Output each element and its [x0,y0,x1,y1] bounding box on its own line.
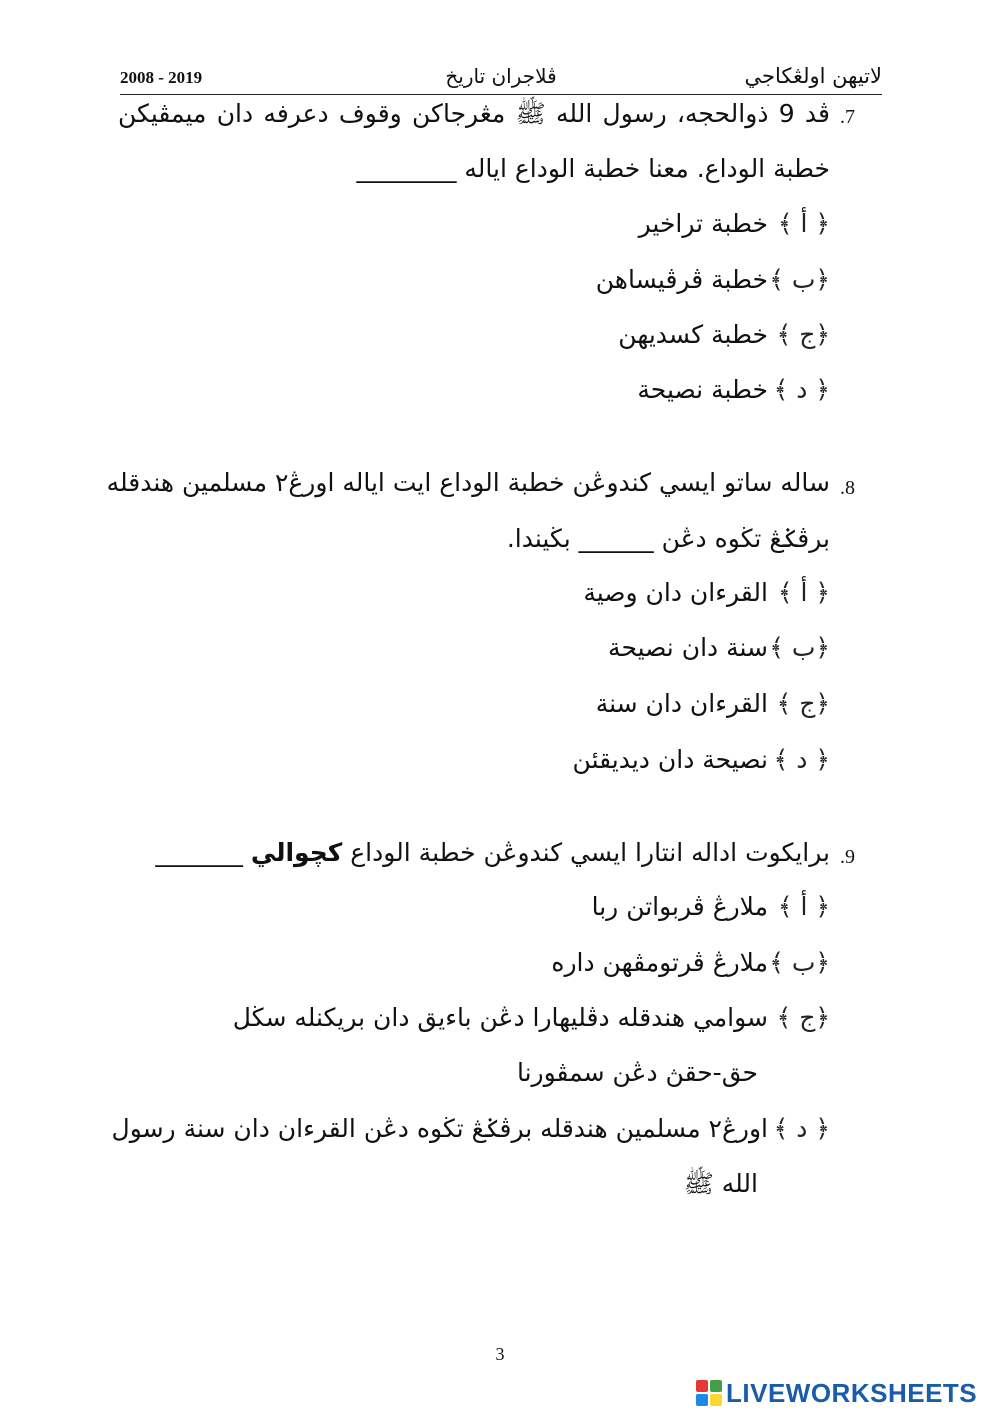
option-b[interactable] [596,265,830,294]
option-label: ﴿ أ ﴾ [777,892,830,921]
question-text: ڤد 9 ذوالحجه، رسول الله ﷺ مڠرجاكن وقوف دعرفه دان ميمڤيكن [118,99,830,128]
brand-watermark [696,1378,977,1408]
option-text: القرءان دان سنة [595,689,768,718]
option-text: سوامي هندقله دڤليهارا دڠن باءيق دان بريكنله سڬل [232,1003,768,1032]
question-text-emphasis: كچوالي [250,838,343,867]
page-number: 3 [495,1344,505,1364]
option-text: نصيحة دان ديديقئن [572,745,768,774]
option-label: ﴿ج ﴾ [776,1003,830,1032]
option-text: سنة دان نصيحة [608,633,768,662]
option-a[interactable] [583,578,830,607]
option-label: ﴿ د ﴾ [773,745,830,774]
page-header [120,60,882,95]
answer-blank: _______ [155,838,243,867]
option-label: ﴿ج ﴾ [776,689,830,718]
option-b[interactable] [608,633,830,662]
brand-text: LIVEWORKSHEETS [726,1377,978,1408]
option-text: خطبة نصيحة [637,375,768,404]
option-c[interactable] [233,1003,830,1032]
question-text-main: برايكوت اداله انتارا ايسي كندوڠن خطبة الوداع [350,838,830,867]
option-d[interactable] [637,375,830,404]
option-text: ملارڠ ڤرتومڤهن داره [551,948,768,977]
option-text: ملارڠ ڤربواتن ربا [591,892,768,921]
option-text: خطبة تراخير [638,209,768,238]
option-label: ﴿ أ ﴾ [777,209,830,238]
option-a[interactable] [592,892,830,921]
option-label: ﴿ د ﴾ [773,1114,830,1143]
option-text-continued: الله ﷺ [683,1169,758,1198]
subject-title: ڤلاجران تاريخ [445,64,557,88]
option-text: خطبة كسديهن [618,320,768,349]
option-label: ﴿ب ﴾ [769,265,830,294]
option-label: ﴿ج ﴾ [776,320,830,349]
exam-title: لاتيهن اولڠكاجي [744,64,882,88]
option-c[interactable] [596,689,830,718]
option-text-continued: حق-حقڽ دڠن سمڤورنا [516,1058,758,1087]
option-label: ﴿ د ﴾ [773,375,830,404]
option-b[interactable] [551,948,830,977]
question-text: خطبة الوداع. معنا خطبة الوداع اياله ________ [356,154,830,183]
option-label: ﴿ أ ﴾ [777,578,830,607]
option-c[interactable] [618,320,830,349]
question-text [118,838,830,867]
option-d[interactable] [112,1114,830,1143]
year-range: 2008 - 2019 [120,68,203,87]
question-text: برڤݢڠ تڬوه دڠن ______ بڬيندا. [506,524,830,553]
question-number: .9 [840,846,855,868]
brand-logo-icon [696,1380,722,1406]
question-text: ساله ساتو ايسي كندوڠن خطبة الوداع ايت اياله اورڠ٢ مسلمين هندقله [106,468,830,497]
option-label: ﴿ب ﴾ [769,948,830,977]
question-number: .7 [840,106,855,128]
option-text: القرءان دان وصية [583,578,768,607]
option-text: اورڠ٢ مسلمين هندقله برڤݢڠ تڬوه دڠن القرءان دان سنة رسول [111,1114,768,1143]
option-text: خطبة ڤرڤيساهن [595,265,768,294]
option-a[interactable] [639,209,830,238]
option-label: ﴿ب ﴾ [769,633,830,662]
question-number: .8 [840,477,855,499]
option-d[interactable] [573,745,830,774]
